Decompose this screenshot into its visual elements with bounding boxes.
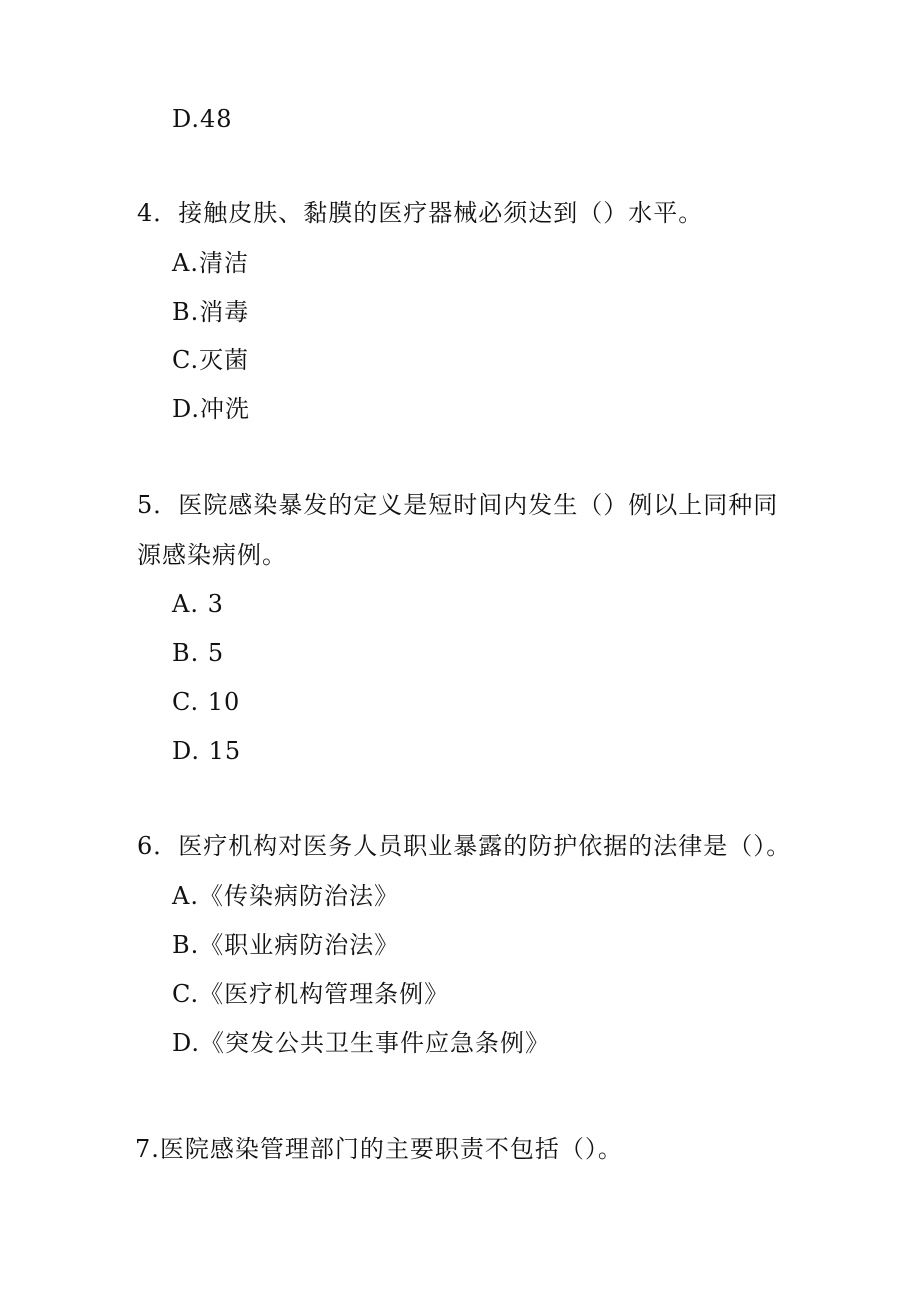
question-6-option-c: C.《医疗机构管理条例》 — [172, 980, 450, 1008]
question-4-option-a: A.清洁 — [172, 249, 249, 277]
question-6-option-b: B.《职业病防治法》 — [172, 931, 400, 959]
question-5-stem-line-1: 5．医院感染暴发的定义是短时间内发生（）例以上同种同 — [137, 491, 779, 519]
question-6-option-d: D.《突发公共卫生事件应急条例》 — [172, 1029, 551, 1057]
question-5-stem-line-2: 源感染病例。 — [137, 541, 287, 569]
question-4-option-d: D.冲洗 — [172, 395, 251, 423]
question-7-stem: 7.医院感染管理部门的主要职责不包括（）。 — [135, 1135, 623, 1163]
question-5-option-c: C. 10 — [172, 688, 241, 716]
question-6-stem: 6．医疗机构对医务人员职业暴露的防护依据的法律是（）。 — [137, 832, 792, 860]
question-4-option-b: B.消毒 — [172, 298, 250, 326]
question-4-stem: 4．接触皮肤、黏膜的医疗器械必须达到（）水平。 — [137, 199, 704, 227]
prev-question-option-d: D.48 — [172, 105, 233, 133]
question-5-option-a: A. 3 — [172, 590, 224, 618]
question-5-option-b: B. 5 — [172, 639, 225, 667]
question-6-option-a: A.《传染病防治法》 — [172, 882, 399, 910]
question-5-option-d: D. 15 — [172, 737, 242, 765]
question-4-option-c: C.灭菌 — [172, 346, 250, 374]
